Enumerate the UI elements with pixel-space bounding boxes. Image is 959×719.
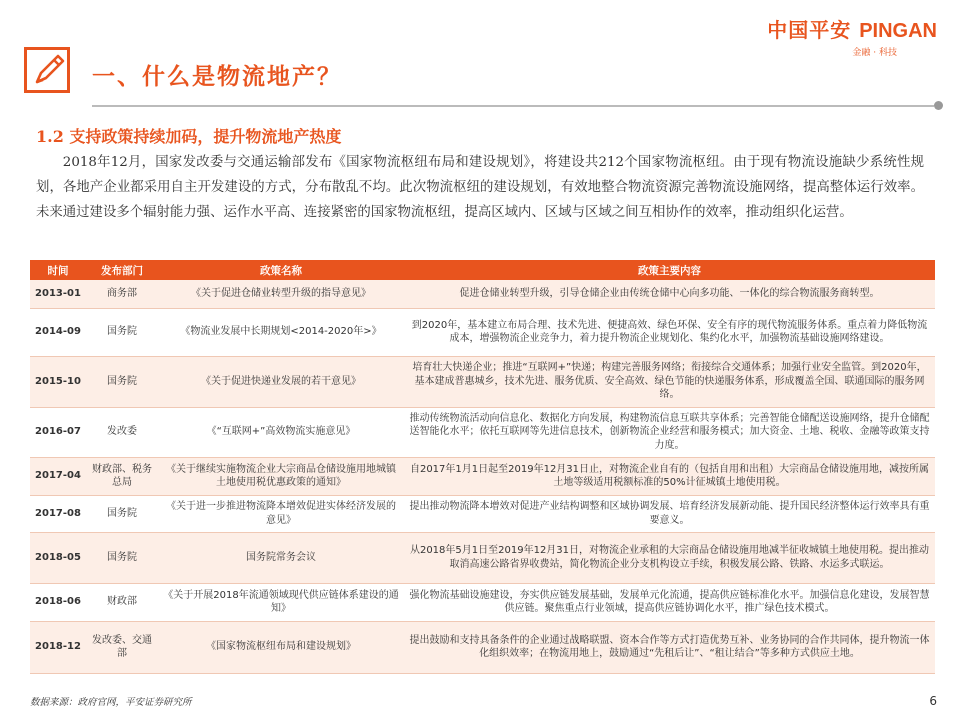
pencil-icon bbox=[24, 47, 70, 93]
section-title: 一、什么是物流地产？ bbox=[92, 63, 342, 90]
table-row bbox=[30, 583, 935, 621]
row-dept: 国务院 bbox=[86, 308, 158, 356]
row-dept: 财政部、税务总局 bbox=[86, 457, 158, 495]
divider-dot bbox=[934, 101, 943, 110]
row-date: 2016-07 bbox=[30, 407, 86, 457]
table-row bbox=[30, 532, 935, 583]
table-row bbox=[30, 407, 935, 457]
row-date: 2017-08 bbox=[30, 495, 86, 532]
data-source-note: 数据来源：政府官网，平安证券研究所 bbox=[30, 697, 192, 708]
row-policy-name: 《关于促进仓储业转型升级的指导意见》 bbox=[158, 280, 404, 308]
row-date: 2015-10 bbox=[30, 356, 86, 407]
row-date: 2018-06 bbox=[30, 583, 86, 621]
row-dept: 国务院 bbox=[86, 495, 158, 532]
header-policy-name: 政策名称 bbox=[158, 260, 404, 280]
row-date: 2018-05 bbox=[30, 532, 86, 583]
logo-en: PINGAN bbox=[859, 20, 937, 42]
table-row bbox=[30, 356, 935, 407]
row-date: 2013-01 bbox=[30, 280, 86, 308]
row-policy-content: 从2018年5月1日至2019年12月31日，对物流企业承租的大宗商品仓储设施用地减半征收城镇土地使用税。提出推动取消高速公路省界收费站，简化物流企业分支机构设立手续，积极发展公路、铁路、水运多式联运。 bbox=[404, 532, 935, 583]
row-policy-name: 《“互联网+”高效物流实施意见》 bbox=[158, 407, 404, 457]
row-policy-content: 到2020年，基本建立布局合理、技术先进、便捷高效、绿色环保、安全有序的现代物流服务体系。重点着力降低物流成本，增强物流企业竞争力，着力提升物流企业规划化、集约化水平，加强物流基础设施网络建设。 bbox=[404, 308, 935, 356]
row-policy-content: 提出推动物流降本增效对促进产业结构调整和区域协调发展、培育经济发展新动能、提升国民经济整体运行效率具有重要意义。 bbox=[404, 495, 935, 532]
row-dept: 国务院 bbox=[86, 532, 158, 583]
row-policy-content: 强化物流基础设施建设，夯实供应链发展基础，发展单元化流通，提高供应链标准化水平。加强信息化建设，发展智慧供应链。聚焦重点行业领域，提高供应链协调化水平，推广绿色技术模式。 bbox=[404, 583, 935, 621]
table-header-row bbox=[30, 260, 935, 280]
pingan-logo bbox=[767, 14, 937, 58]
row-dept: 发改委 bbox=[86, 407, 158, 457]
row-policy-name: 《国家物流枢纽布局和建设规划》 bbox=[158, 621, 404, 673]
row-policy-name: 《关于继续实施物流企业大宗商品仓储设施用地城镇土地使用税优惠政策的通知》 bbox=[158, 457, 404, 495]
row-policy-content: 推动传统物流活动向信息化、数据化方向发展，构建物流信息互联共享体系；完善智能仓储配送设施网络，提升仓储配送智能化水平；依托互联网等先进信息技术，创新物流企业经营和服务模式；加大资金、土地、税收、金融等政策支持力度。 bbox=[404, 407, 935, 457]
row-dept: 发改委、交通部 bbox=[86, 621, 158, 673]
row-date: 2014-09 bbox=[30, 308, 86, 356]
header-policy-content: 政策主要内容 bbox=[404, 260, 935, 280]
header-date: 时间 bbox=[30, 260, 86, 280]
table-row bbox=[30, 621, 935, 673]
row-dept: 国务院 bbox=[86, 356, 158, 407]
row-policy-name: 《物流业发展中长期规划<2014-2020年>》 bbox=[158, 308, 404, 356]
row-dept: 商务部 bbox=[86, 280, 158, 308]
row-dept: 财政部 bbox=[86, 583, 158, 621]
table-row bbox=[30, 280, 935, 308]
row-policy-content: 促进仓储业转型升级，引导仓储企业由传统仓储中心向多功能、一体化的综合物流服务商转型。 bbox=[404, 280, 935, 308]
policy-table bbox=[30, 260, 935, 674]
table-row bbox=[30, 495, 935, 532]
divider bbox=[92, 105, 934, 107]
row-policy-name: 《关于开展2018年流通领域现代供应链体系建设的通知》 bbox=[158, 583, 404, 621]
table-row bbox=[30, 457, 935, 495]
row-policy-name: 《关于促进快递业发展的若干意见》 bbox=[158, 356, 404, 407]
intro-paragraph: 2018年12月，国家发改委与交通运输部发布《国家物流枢纽布局和建设规划》，将建设共212个国家物流枢纽。由于现有物流设施缺少系统性规划，各地产企业都采用自主开发建设的方式，分布散乱不均。此次物流枢纽的建设规划，有效地整合物流资源完善物流设施网络，提高整体运行效率。未来通过建设多个辐射能力强、运作水平高、连接紧密的国家物流枢纽，提高区域内、区域与区域之间互相协作的效率，推动组织化运营。 bbox=[36, 155, 924, 220]
row-policy-content: 培育壮大快递企业；推进“互联网+”快递；构建完善服务网络；衔接综合交通体系；加强行业安全监管。到2020年，基本建成普惠城乡，技术先进、服务优质、安全高效、绿色节能的快递服务体系，形成覆盖全国、联通国际的服务网络。 bbox=[404, 356, 935, 407]
row-date: 2017-04 bbox=[30, 457, 86, 495]
subsection-title: 1.2 支持政策持续加码，提升物流地产热度 bbox=[36, 127, 342, 146]
row-policy-name: 《关于进一步推进物流降本增效促进实体经济发展的意见》 bbox=[158, 495, 404, 532]
row-date: 2018-12 bbox=[30, 621, 86, 673]
page-number: 6 bbox=[929, 694, 937, 708]
row-policy-content: 提出鼓励和支持具备条件的企业通过战略联盟、资本合作等方式打造优势互补、业务协同的合作共同体，提升物流一体化组织效率；在物流用地上，鼓励通过“先租后让”、“租让结合”等多种方式供应土地。 bbox=[404, 621, 935, 673]
logo-tagline: 金融 · 科技 bbox=[852, 48, 897, 58]
logo-cn: 中国平安 bbox=[767, 18, 852, 42]
header-dept: 发布部门 bbox=[86, 260, 158, 280]
row-policy-name: 国务院常务会议 bbox=[158, 532, 404, 583]
table-row bbox=[30, 308, 935, 356]
row-policy-content: 自2017年1月1日起至2019年12月31日止，对物流企业自有的（包括自用和出租）大宗商品仓储设施用地，减按所属土地等级适用税额标准的50%计征城镇土地使用税。 bbox=[404, 457, 935, 495]
